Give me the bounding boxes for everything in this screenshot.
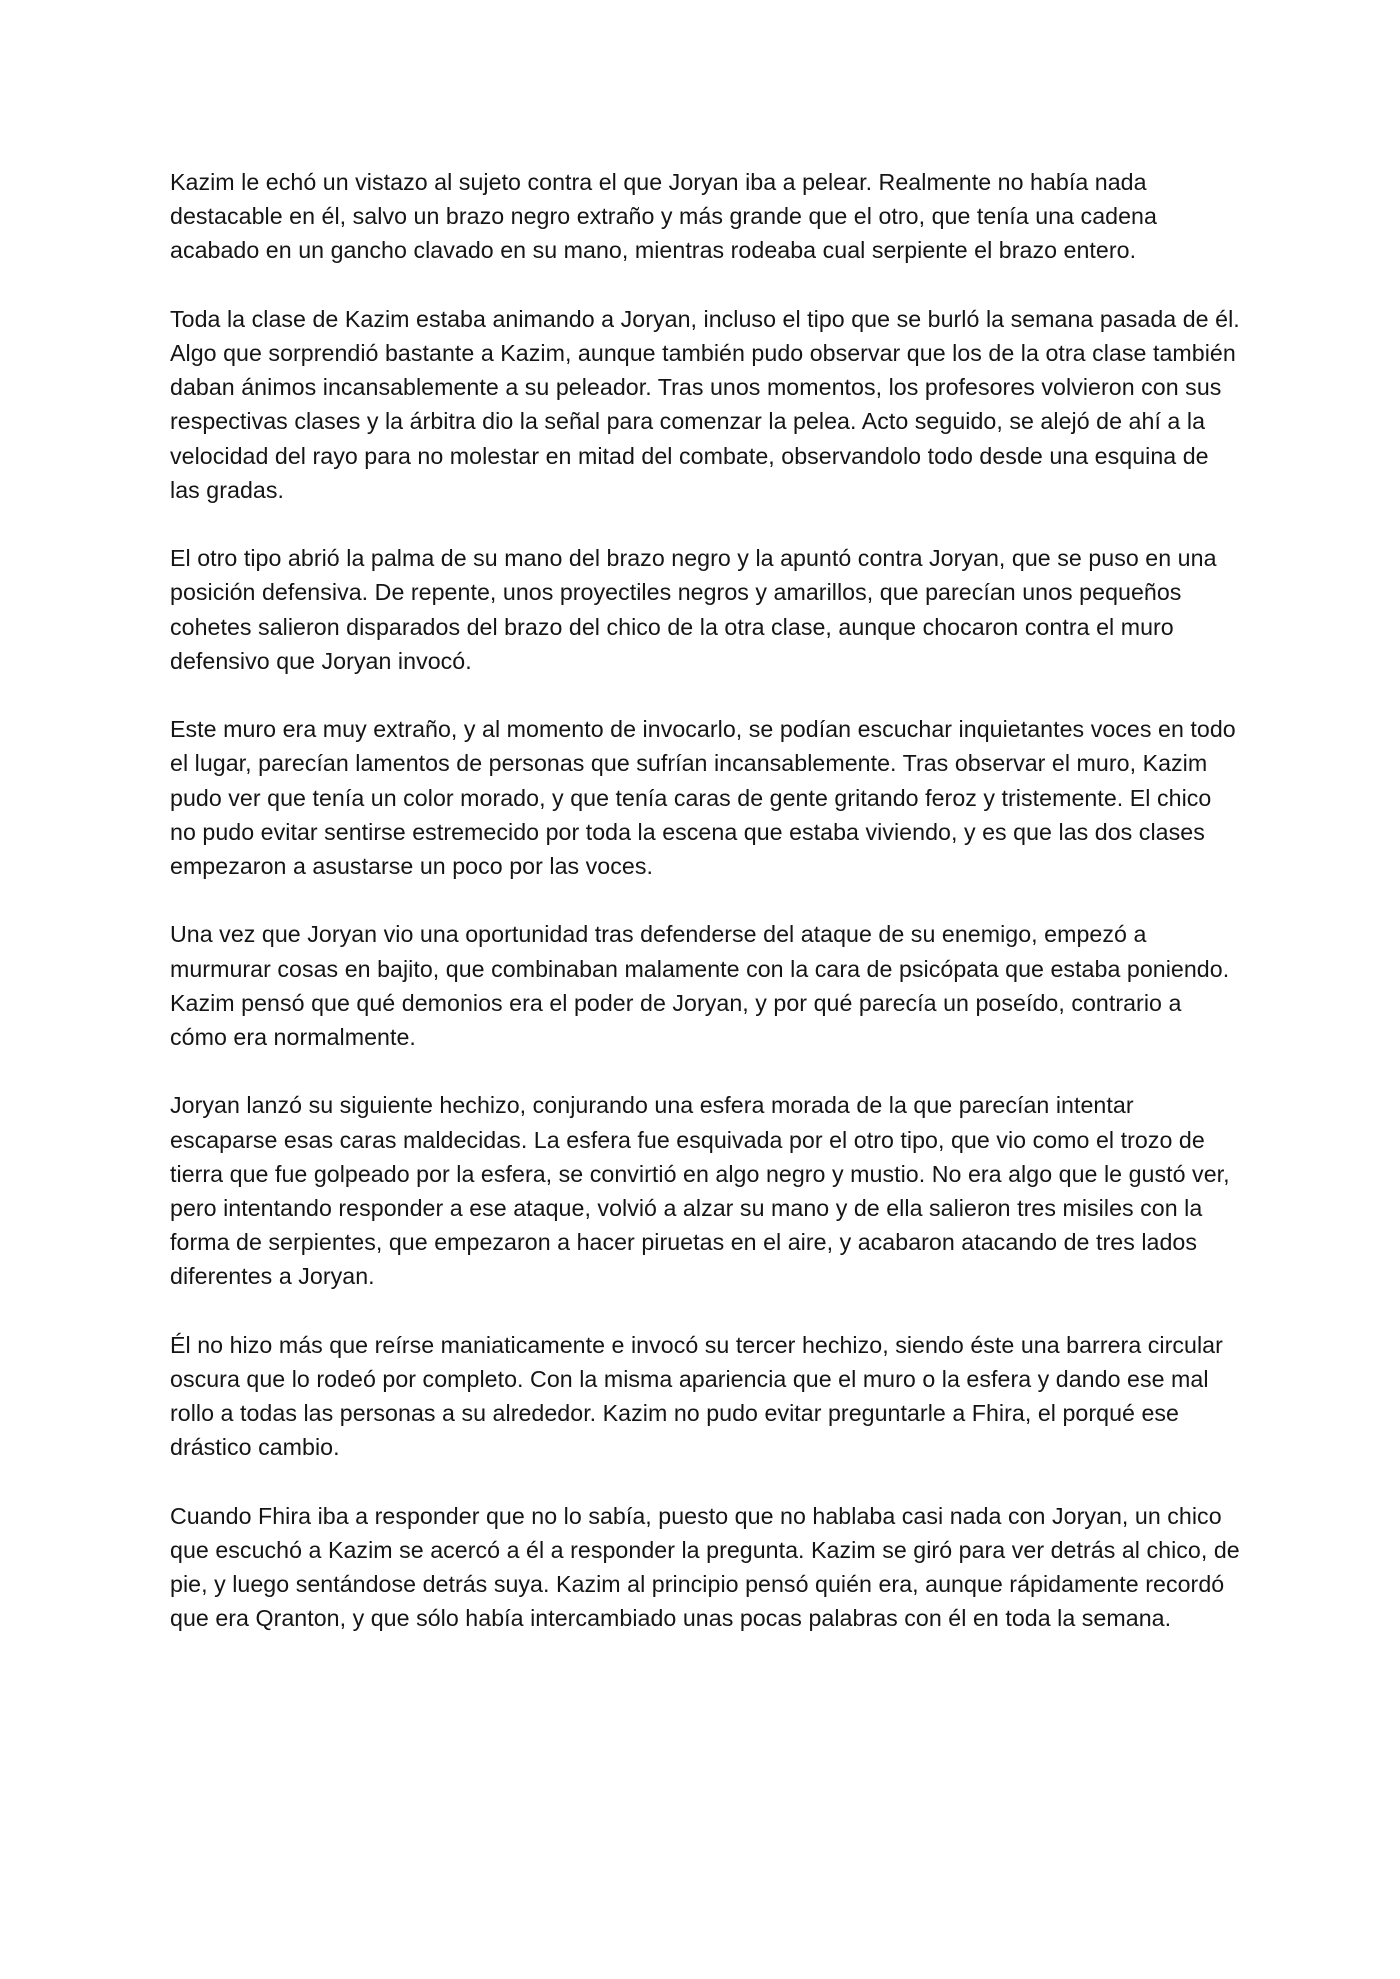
paragraph: Una vez que Joryan vio una oportunidad tras defenderse del ataque de su enemigo, empezó a murmurar cosas en bajito, que combinaban malamente con la cara de psicópata que estaba poniendo. Kazim pensó que qué demonios era el poder de Joryan, y por qué parecía un poseído, contrario a cómo era normalmente. <box>170 921 1230 1051</box>
paragraph: El otro tipo abrió la palma de su mano del brazo negro y la apuntó contra Joryan, que se puso en una posición defensiva. De repente, unos proyectiles negros y amarillos, que parecían unos pequeños cohetes salieron disparados del brazo del chico de la otra clase, aunque chocaron contra el muro defensivo que Joryan invocó. <box>170 545 1217 674</box>
paragraph: Cuando Fhira iba a responder que no lo sabía, puesto que no hablaba casi nada con Joryan, un chico que escuchó a Kazim se acercó a él a responder la pregunta. Kazim se giró para ver detrás al chico, de pie, y luego sentándose detrás suya. Kazim al principio pensó quién era, aunque rápidamente recordó que era Qranton, y que sólo había intercambiado unas pocas palabras con él en toda la semana. <box>170 1502 1240 1632</box>
paragraph: Este muro era muy extraño, y al momento de invocarlo, se podían escuchar inquietantes voces en todo el lugar, parecían lamentos de personas que sufrían incansablemente. Tras observar el muro, Kazim pudo ver que tenía un color morado, y que tenía caras de gente gritando feroz y tristemente. El chico no pudo evitar sentirse estremecido por toda la escena que estaba viviendo, y es que las dos clases empezaron a asustarse un poco por las voces. <box>170 716 1236 880</box>
document-body <box>170 165 1240 1636</box>
paragraph: Kazim le echó un vistazo al sujeto contra el que Joryan iba a pelear. Realmente no había nada destacable en él, salvo un brazo negro extraño y más grande que el otro, que tenía una cadena acabado en un gancho clavado en su mano, mientras rodeaba cual serpiente el brazo entero. <box>170 169 1157 264</box>
paragraph: Él no hizo más que reírse maniaticamente e invocó su tercer hechizo, siendo éste una barrera circular oscura que lo rodeó por completo. Con la misma apariencia que el muro o la esfera y dando ese mal rollo a todas las personas a su alrededor. Kazim no pudo evitar preguntarle a Fhira, el porqué ese drástico cambio. <box>170 1331 1223 1461</box>
paragraph: Toda la clase de Kazim estaba animando a Joryan, incluso el tipo que se burló la semana pasada de él. Algo que sorprendió bastante a Kazim, aunque también pudo observar que los de la otra clase también daban ánimos incansablemente a su peleador. Tras unos momentos, los profesores volvieron con sus respectivas clases y la árbitra dio la señal para comenzar la pelea. Acto seguido, se alejó de ahí a la velocidad del rayo para no molestar en mitad del combate, observandolo todo desde una esquina de las gradas. <box>170 305 1240 503</box>
paragraph: Joryan lanzó su siguiente hechizo, conjurando una esfera morada de la que parecían intentar escaparse esas caras maldecidas. La esfera fue esquivada por el otro tipo, que vio como el trozo de tierra que fue golpeado por la esfera, se convirtió en algo negro y mustio. No era algo que le gustó ver, pero intentando responder a ese ataque, volvió a alzar su mano y de ella salieron tres misiles con la forma de serpientes, que empezaron a hacer piruetas en el aire, y acabaron atacando de tres lados diferentes a Joryan. <box>170 1092 1230 1290</box>
